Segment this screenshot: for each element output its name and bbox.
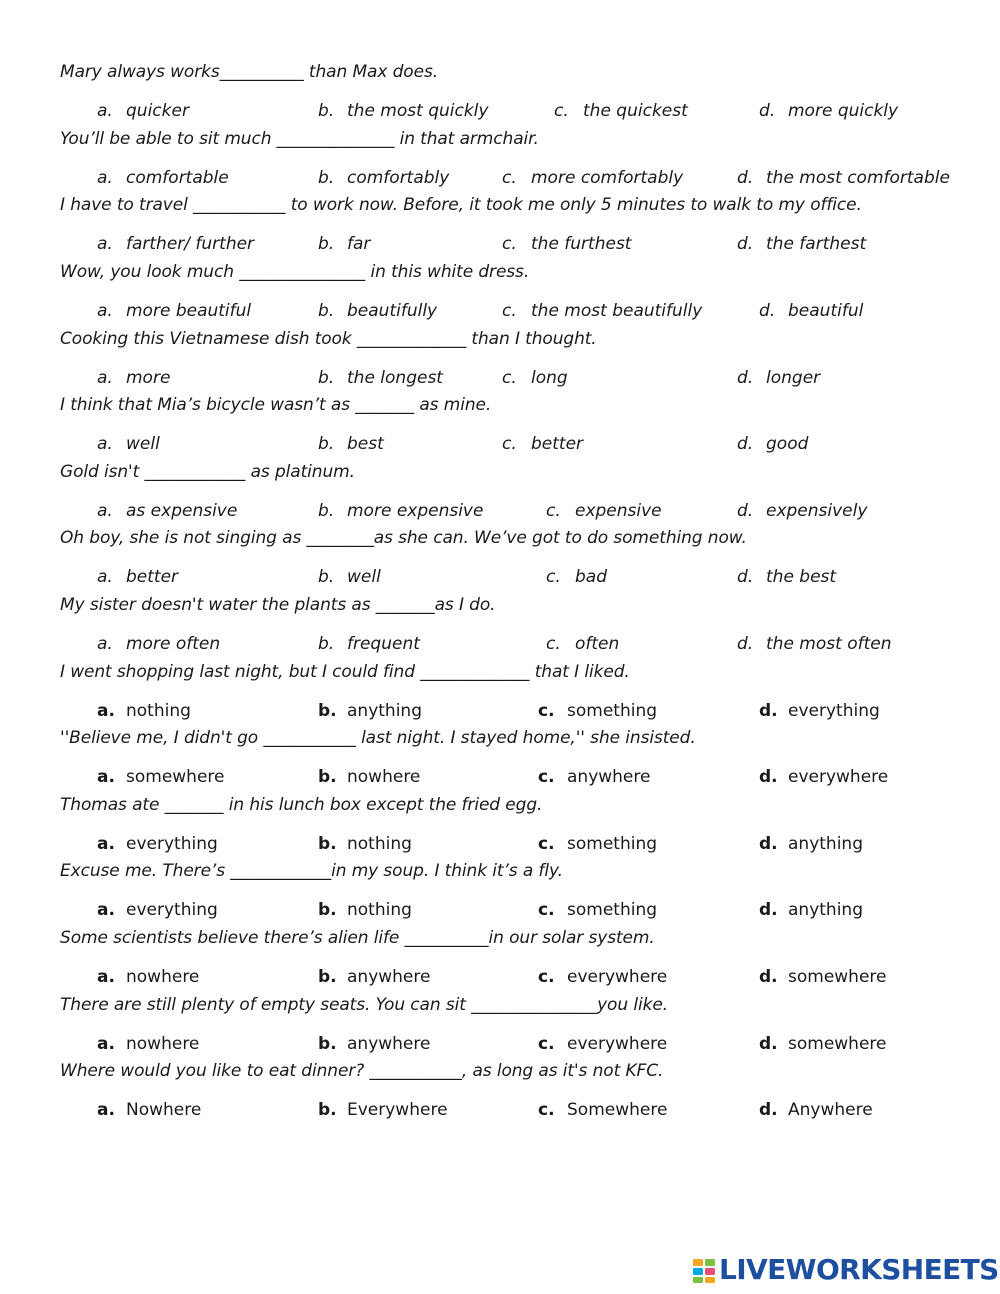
answer-option[interactable]	[759, 1033, 887, 1055]
answer-option[interactable]	[759, 300, 863, 322]
option-letter: d.	[737, 168, 754, 188]
answer-option[interactable]	[546, 633, 619, 655]
answer-option[interactable]	[759, 100, 898, 122]
option-text: Everywhere	[347, 1100, 448, 1120]
option-letter: d.	[759, 767, 778, 787]
answer-option[interactable]	[554, 100, 688, 122]
answer-option[interactable]	[759, 700, 880, 722]
option-letter: b.	[318, 900, 337, 920]
answer-option[interactable]	[318, 367, 443, 389]
answer-option[interactable]	[318, 899, 412, 921]
option-text: the best	[766, 567, 837, 587]
option-letter: b.	[318, 1100, 337, 1120]
option-text: Somewhere	[567, 1100, 668, 1120]
option-letter: c.	[538, 1100, 555, 1120]
option-letter: b.	[318, 1034, 337, 1054]
question-text: I think that Mia’s bicycle wasn’t as _______ as mine.	[60, 395, 492, 415]
question-text: Gold isn't ____________ as platinum.	[60, 462, 355, 482]
answer-option[interactable]	[538, 766, 650, 788]
option-text: comfortable	[126, 168, 229, 188]
option-letter: b.	[318, 634, 335, 654]
answer-option[interactable]	[97, 300, 251, 322]
option-letter: c.	[502, 301, 517, 321]
option-text: more quickly	[788, 101, 899, 121]
answer-option[interactable]	[538, 1033, 667, 1055]
option-text: expensively	[766, 501, 868, 521]
answer-option[interactable]	[502, 233, 631, 255]
answer-option[interactable]	[546, 500, 662, 522]
question-text: Some scientists believe there’s alien life __________in our solar system.	[60, 928, 655, 948]
option-text: Nowhere	[126, 1100, 202, 1120]
answer-option[interactable]	[97, 1033, 199, 1055]
answer-option[interactable]	[97, 167, 229, 189]
option-letter: a.	[97, 1100, 115, 1120]
answer-option[interactable]	[538, 1099, 667, 1121]
option-text: far	[347, 234, 371, 254]
option-letter: a.	[97, 634, 113, 654]
option-text: more	[126, 368, 171, 388]
answer-option[interactable]	[759, 966, 887, 988]
option-letter: d.	[737, 234, 754, 254]
option-text: often	[575, 634, 620, 654]
option-letter: c.	[554, 101, 569, 121]
option-text: everything	[126, 900, 218, 920]
answer-option[interactable]	[737, 367, 820, 389]
option-letter: d.	[737, 501, 754, 521]
question-text: You’ll be able to sit much ______________ in that armchair.	[60, 129, 539, 149]
option-text: the longest	[347, 368, 443, 388]
option-text: beautifully	[347, 301, 438, 321]
option-text: something	[567, 900, 658, 920]
option-letter: b.	[318, 767, 337, 787]
option-text: the quickest	[583, 101, 688, 121]
option-text: long	[531, 368, 568, 388]
answer-option[interactable]	[737, 233, 866, 255]
option-letter: b.	[318, 301, 335, 321]
answer-option[interactable]	[97, 367, 170, 389]
option-letter: c.	[502, 368, 517, 388]
answer-option[interactable]	[97, 766, 225, 788]
option-letter: a.	[97, 368, 113, 388]
answer-option[interactable]	[318, 167, 449, 189]
option-letter: d.	[759, 834, 778, 854]
question-text: Where would you like to eat dinner? ___________, as long as it's not KFC.	[60, 1061, 664, 1081]
option-letter: b.	[318, 834, 337, 854]
option-text: more expensive	[347, 501, 484, 521]
answer-option[interactable]	[97, 700, 191, 722]
answer-option[interactable]	[97, 433, 160, 455]
option-letter: a.	[97, 701, 115, 721]
option-letter: c.	[546, 634, 561, 654]
answer-option[interactable]	[318, 966, 430, 988]
option-text: anything	[347, 701, 422, 721]
option-letter: b.	[318, 567, 335, 587]
option-letter: d.	[737, 567, 754, 587]
option-letter: b.	[318, 434, 335, 454]
answer-option[interactable]	[318, 633, 420, 655]
option-text: nowhere	[347, 767, 421, 787]
answer-option[interactable]	[318, 1099, 448, 1121]
answer-option[interactable]	[97, 500, 237, 522]
option-text: well	[347, 567, 381, 587]
option-text: anywhere	[347, 967, 431, 987]
option-letter: a.	[97, 168, 113, 188]
answer-option[interactable]	[97, 633, 220, 655]
option-text: everywhere	[788, 767, 889, 787]
option-text: as expensive	[126, 501, 238, 521]
option-letter: c.	[538, 701, 555, 721]
answer-option[interactable]	[737, 500, 867, 522]
option-text: the most beautifully	[531, 301, 703, 321]
liveworksheets-logo	[692, 1253, 999, 1287]
option-text: frequent	[347, 634, 420, 654]
option-text: anything	[788, 834, 863, 854]
answer-option[interactable]	[737, 433, 808, 455]
option-letter: a.	[97, 967, 115, 987]
option-text: beautiful	[788, 301, 864, 321]
answer-option[interactable]	[97, 1099, 201, 1121]
option-text: everywhere	[567, 1034, 668, 1054]
option-text: nowhere	[126, 1034, 200, 1054]
answer-option[interactable]	[538, 700, 657, 722]
option-letter: c.	[502, 434, 517, 454]
option-text: comfortably	[347, 168, 450, 188]
answer-option[interactable]	[737, 566, 836, 588]
option-letter: d.	[759, 701, 778, 721]
answer-option[interactable]	[502, 300, 702, 322]
option-text: everything	[126, 834, 218, 854]
option-text: Anywhere	[788, 1100, 873, 1120]
question-text: Excuse me. There’s ____________in my soup. I think it’s a fly.	[60, 861, 563, 881]
option-text: the most quickly	[347, 101, 489, 121]
answer-option[interactable]	[759, 766, 888, 788]
option-letter: b.	[318, 967, 337, 987]
option-letter: b.	[318, 701, 337, 721]
option-letter: d.	[737, 634, 754, 654]
option-text: nothing	[347, 900, 412, 920]
option-text: good	[766, 434, 809, 454]
answer-option[interactable]	[318, 500, 483, 522]
answer-option[interactable]	[538, 833, 657, 855]
option-text: the furthest	[531, 234, 632, 254]
option-letter: c.	[538, 834, 555, 854]
option-letter: c.	[546, 567, 561, 587]
option-letter: a.	[97, 234, 113, 254]
option-letter: a.	[97, 567, 113, 587]
answer-option[interactable]	[502, 367, 568, 389]
answer-option[interactable]	[318, 300, 437, 322]
answer-option[interactable]	[97, 566, 178, 588]
answer-option[interactable]	[538, 899, 657, 921]
answer-option[interactable]	[502, 167, 683, 189]
question-text: My sister doesn't water the plants as _______as I do.	[60, 595, 496, 615]
option-letter: a.	[97, 434, 113, 454]
option-letter: d.	[759, 967, 778, 987]
option-text: the most often	[766, 634, 892, 654]
option-text: somewhere	[788, 967, 887, 987]
answer-option[interactable]	[318, 1033, 430, 1055]
option-letter: a.	[97, 767, 115, 787]
answer-option[interactable]	[502, 433, 583, 455]
option-letter: c.	[538, 967, 555, 987]
option-text: anything	[788, 900, 863, 920]
option-text: quicker	[126, 101, 189, 121]
answer-option[interactable]	[97, 233, 254, 255]
option-text: something	[567, 834, 658, 854]
question-text: I went shopping last night, but I could find _____________ that I liked.	[60, 662, 630, 682]
question-text: I have to travel ___________ to work now. Before, it took me only 5 minutes to walk to my office.	[60, 195, 862, 215]
answer-option[interactable]	[318, 100, 488, 122]
answer-option[interactable]	[737, 633, 891, 655]
answer-option[interactable]	[318, 833, 412, 855]
question-text: There are still plenty of empty seats. You can sit _______________you like.	[60, 995, 668, 1015]
option-text: farther/ further	[126, 234, 255, 254]
answer-option[interactable]	[97, 966, 199, 988]
option-letter: d.	[759, 1034, 778, 1054]
option-text: more beautiful	[126, 301, 252, 321]
option-text: nothing	[126, 701, 191, 721]
option-text: the farthest	[766, 234, 867, 254]
option-letter: c.	[502, 234, 517, 254]
option-letter: d.	[737, 434, 754, 454]
option-letter: a.	[97, 900, 115, 920]
question-text: Oh boy, she is not singing as ________as she can. We’ve got to do something now.	[60, 528, 747, 548]
liveworksheets-icon	[692, 1255, 716, 1285]
option-text: longer	[766, 368, 821, 388]
option-letter: d.	[759, 1100, 778, 1120]
answer-option[interactable]	[318, 566, 381, 588]
option-letter: c.	[538, 767, 555, 787]
option-text: more often	[126, 634, 221, 654]
option-text: best	[347, 434, 384, 454]
option-text: better	[531, 434, 584, 454]
option-text: expensive	[575, 501, 662, 521]
option-letter: b.	[318, 234, 335, 254]
question-text: Wow, you look much _______________ in this white dress.	[60, 262, 530, 282]
option-text: nowhere	[126, 967, 200, 987]
logo-wordmark: LIVEWORKSHEETS	[719, 1253, 999, 1286]
option-text: anywhere	[567, 767, 651, 787]
option-letter: a.	[97, 1034, 115, 1054]
option-letter: a.	[97, 834, 115, 854]
option-letter: b.	[318, 101, 335, 121]
option-text: nothing	[347, 834, 412, 854]
option-letter: b.	[318, 168, 335, 188]
answer-option[interactable]	[737, 167, 950, 189]
option-text: bad	[575, 567, 607, 587]
option-text: somewhere	[788, 1034, 887, 1054]
answer-option[interactable]	[318, 700, 422, 722]
option-letter: c.	[538, 900, 555, 920]
option-letter: b.	[318, 501, 335, 521]
option-letter: d.	[759, 900, 778, 920]
answer-option[interactable]	[759, 833, 863, 855]
answer-option[interactable]	[546, 566, 607, 588]
answer-option[interactable]	[759, 1099, 873, 1121]
option-letter: b.	[318, 368, 335, 388]
answer-option[interactable]	[97, 100, 189, 122]
option-text: the most comfortable	[766, 168, 950, 188]
option-text: somewhere	[126, 767, 225, 787]
option-letter: d.	[759, 101, 776, 121]
option-text: everything	[788, 701, 880, 721]
question-text: ''Believe me, I didn't go ___________ last night. I stayed home,'' she insisted.	[60, 728, 696, 748]
option-letter: c.	[546, 501, 561, 521]
answer-option[interactable]	[318, 233, 370, 255]
answer-option[interactable]	[759, 899, 863, 921]
question-text: Thomas ate _______ in his lunch box except the fried egg.	[60, 795, 543, 815]
question-text: Cooking this Vietnamese dish took _____________ than I thought.	[60, 329, 597, 349]
answer-option[interactable]	[97, 899, 218, 921]
option-text: something	[567, 701, 658, 721]
answer-option[interactable]	[538, 966, 667, 988]
option-letter: c.	[502, 168, 517, 188]
option-text: well	[126, 434, 160, 454]
option-letter: d.	[737, 368, 754, 388]
option-letter: a.	[97, 501, 113, 521]
option-text: more comfortably	[531, 168, 684, 188]
option-letter: a.	[97, 101, 113, 121]
option-text: better	[126, 567, 179, 587]
option-letter: d.	[759, 301, 776, 321]
option-letter: a.	[97, 301, 113, 321]
answer-option[interactable]	[318, 766, 420, 788]
answer-option[interactable]	[318, 433, 384, 455]
question-text: Mary always works__________ than Max does.	[60, 62, 439, 82]
option-text: everywhere	[567, 967, 668, 987]
option-letter: c.	[538, 1034, 555, 1054]
option-text: anywhere	[347, 1034, 431, 1054]
answer-option[interactable]	[97, 833, 218, 855]
